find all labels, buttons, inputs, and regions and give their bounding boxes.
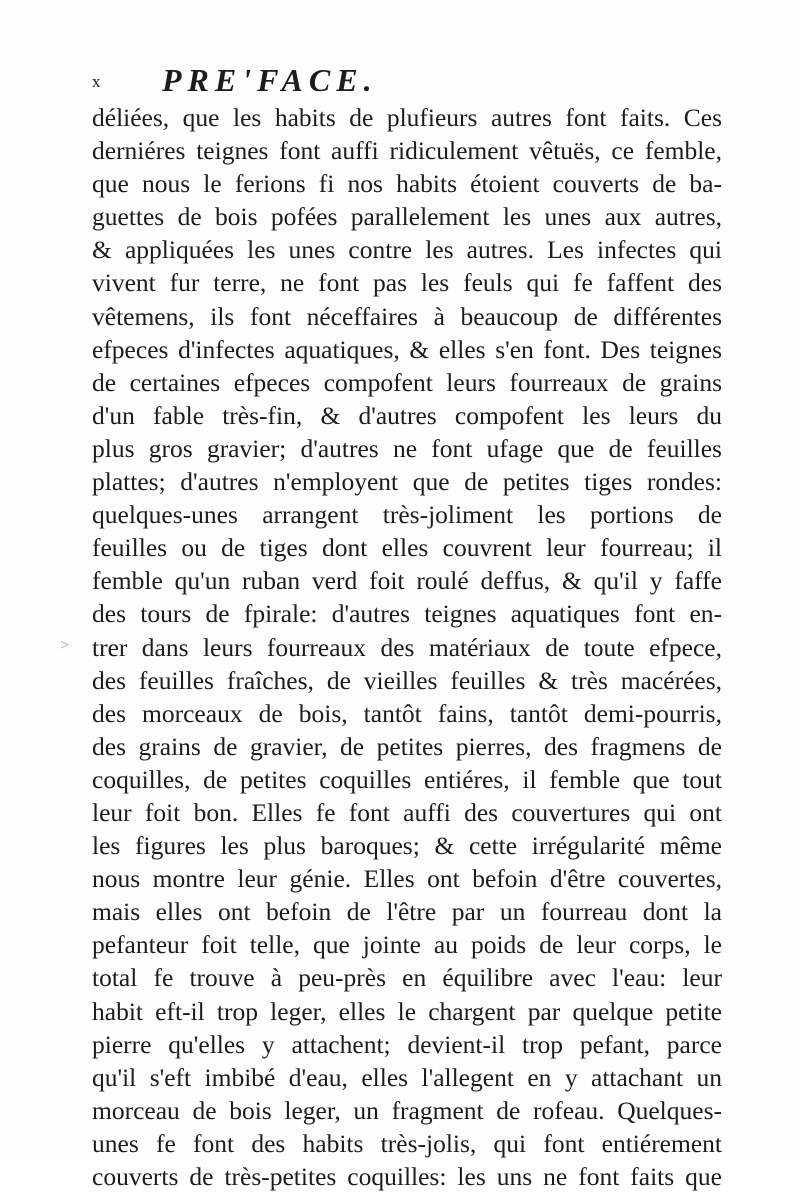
text-line: femble qu'un ruban verd foit roulé deffus, & qu'il y faffe	[92, 566, 722, 596]
text-line: des morceaux de bois, tantôt fains, tantôt demi-pourris,	[92, 698, 722, 728]
text-line: pierre qu'elles y attachent; devient-il trop pefant, parce	[92, 1029, 722, 1059]
text-line: plattes; d'autres n'employent que de petites tiges rondes:	[92, 467, 722, 497]
text-line: mais elles ont befoin de l'être par un fourreau dont la	[92, 897, 722, 927]
text-line: habit eft-il trop leger, elles le chargent par quelque petite	[92, 996, 722, 1026]
text-line: total fe trouve à peu-près en équilibre avec l'eau: leur	[92, 963, 722, 993]
text-line: de certaines efpeces compofent leurs fourreaux de grains	[92, 367, 722, 397]
text-line: nous montre leur génie. Elles ont befoin d'être couvertes,	[92, 864, 722, 894]
text-line: que nous le ferions fi nos habits étoient couverts de ba-	[92, 169, 722, 199]
page-number: x	[92, 72, 102, 91]
text-line: couverts de très-petites coquilles: les uns ne font faits que	[92, 1162, 722, 1191]
text-line: morceau de bois leger, un fragment de rofeau. Quelques-	[92, 1095, 722, 1125]
text-line: vêtemens, ils font néceffaires à beaucoup de différentes	[92, 301, 722, 331]
text-line: & appliquées les unes contre les autres. Les infectes qui	[92, 235, 722, 265]
body-text	[92, 101, 722, 1193]
running-title: PRE'FACE.	[162, 62, 378, 98]
text-line: déliées, que les habits de plufieurs autres font faits. Ces	[92, 103, 722, 132]
text-line: coquilles, de petites coquilles entiéres, il femble que tout	[92, 764, 722, 794]
text-line: plus gros gravier; d'autres ne font ufage que de feuilles	[92, 433, 722, 463]
text-line: des tours de fpirale: d'autres teignes aquatiques font en-	[92, 599, 722, 629]
text-line: derniéres teignes font auffi ridiculement vêtuës, ce femble,	[92, 136, 722, 166]
text-line: trer dans leurs fourreaux des matériaux de toute efpece,	[92, 632, 722, 662]
margin-mark: >	[60, 637, 70, 654]
text-line: d'un fable très-fin, & d'autres compofent les leurs du	[92, 400, 722, 430]
text-line: les figures les plus baroques; & cette irrégularité même	[92, 831, 722, 861]
page-header	[92, 62, 712, 102]
text-line: qu'il s'eft imbibé d'eau, elles l'allegent en y attachant un	[92, 1062, 722, 1092]
text-line: des grains de gravier, de petites pierres, des fragmens de	[92, 731, 722, 761]
text-line: des feuilles fraîches, de vieilles feuilles & très macérées,	[92, 665, 722, 695]
text-line: guettes de bois pofées parallelement les unes aux autres,	[92, 202, 722, 232]
text-line: feuilles ou de tiges dont elles couvrent leur fourreau; il	[92, 533, 722, 563]
text-line: quelques-unes arrangent très-joliment les portions de	[92, 500, 722, 530]
text-line: pefanteur foit telle, que jointe au poids de leur corps, le	[92, 930, 722, 960]
text-line: vivent fur terre, ne font pas les feuls qui fe faffent des	[92, 268, 722, 298]
text-line: efpeces d'infectes aquatiques, & elles s'en font. Des teignes	[92, 334, 722, 364]
text-line: unes fe font des habits très-jolis, qui font entiérement	[92, 1128, 722, 1158]
text-line: leur foit bon. Elles fe font auffi des couvertures qui ont	[92, 797, 722, 827]
